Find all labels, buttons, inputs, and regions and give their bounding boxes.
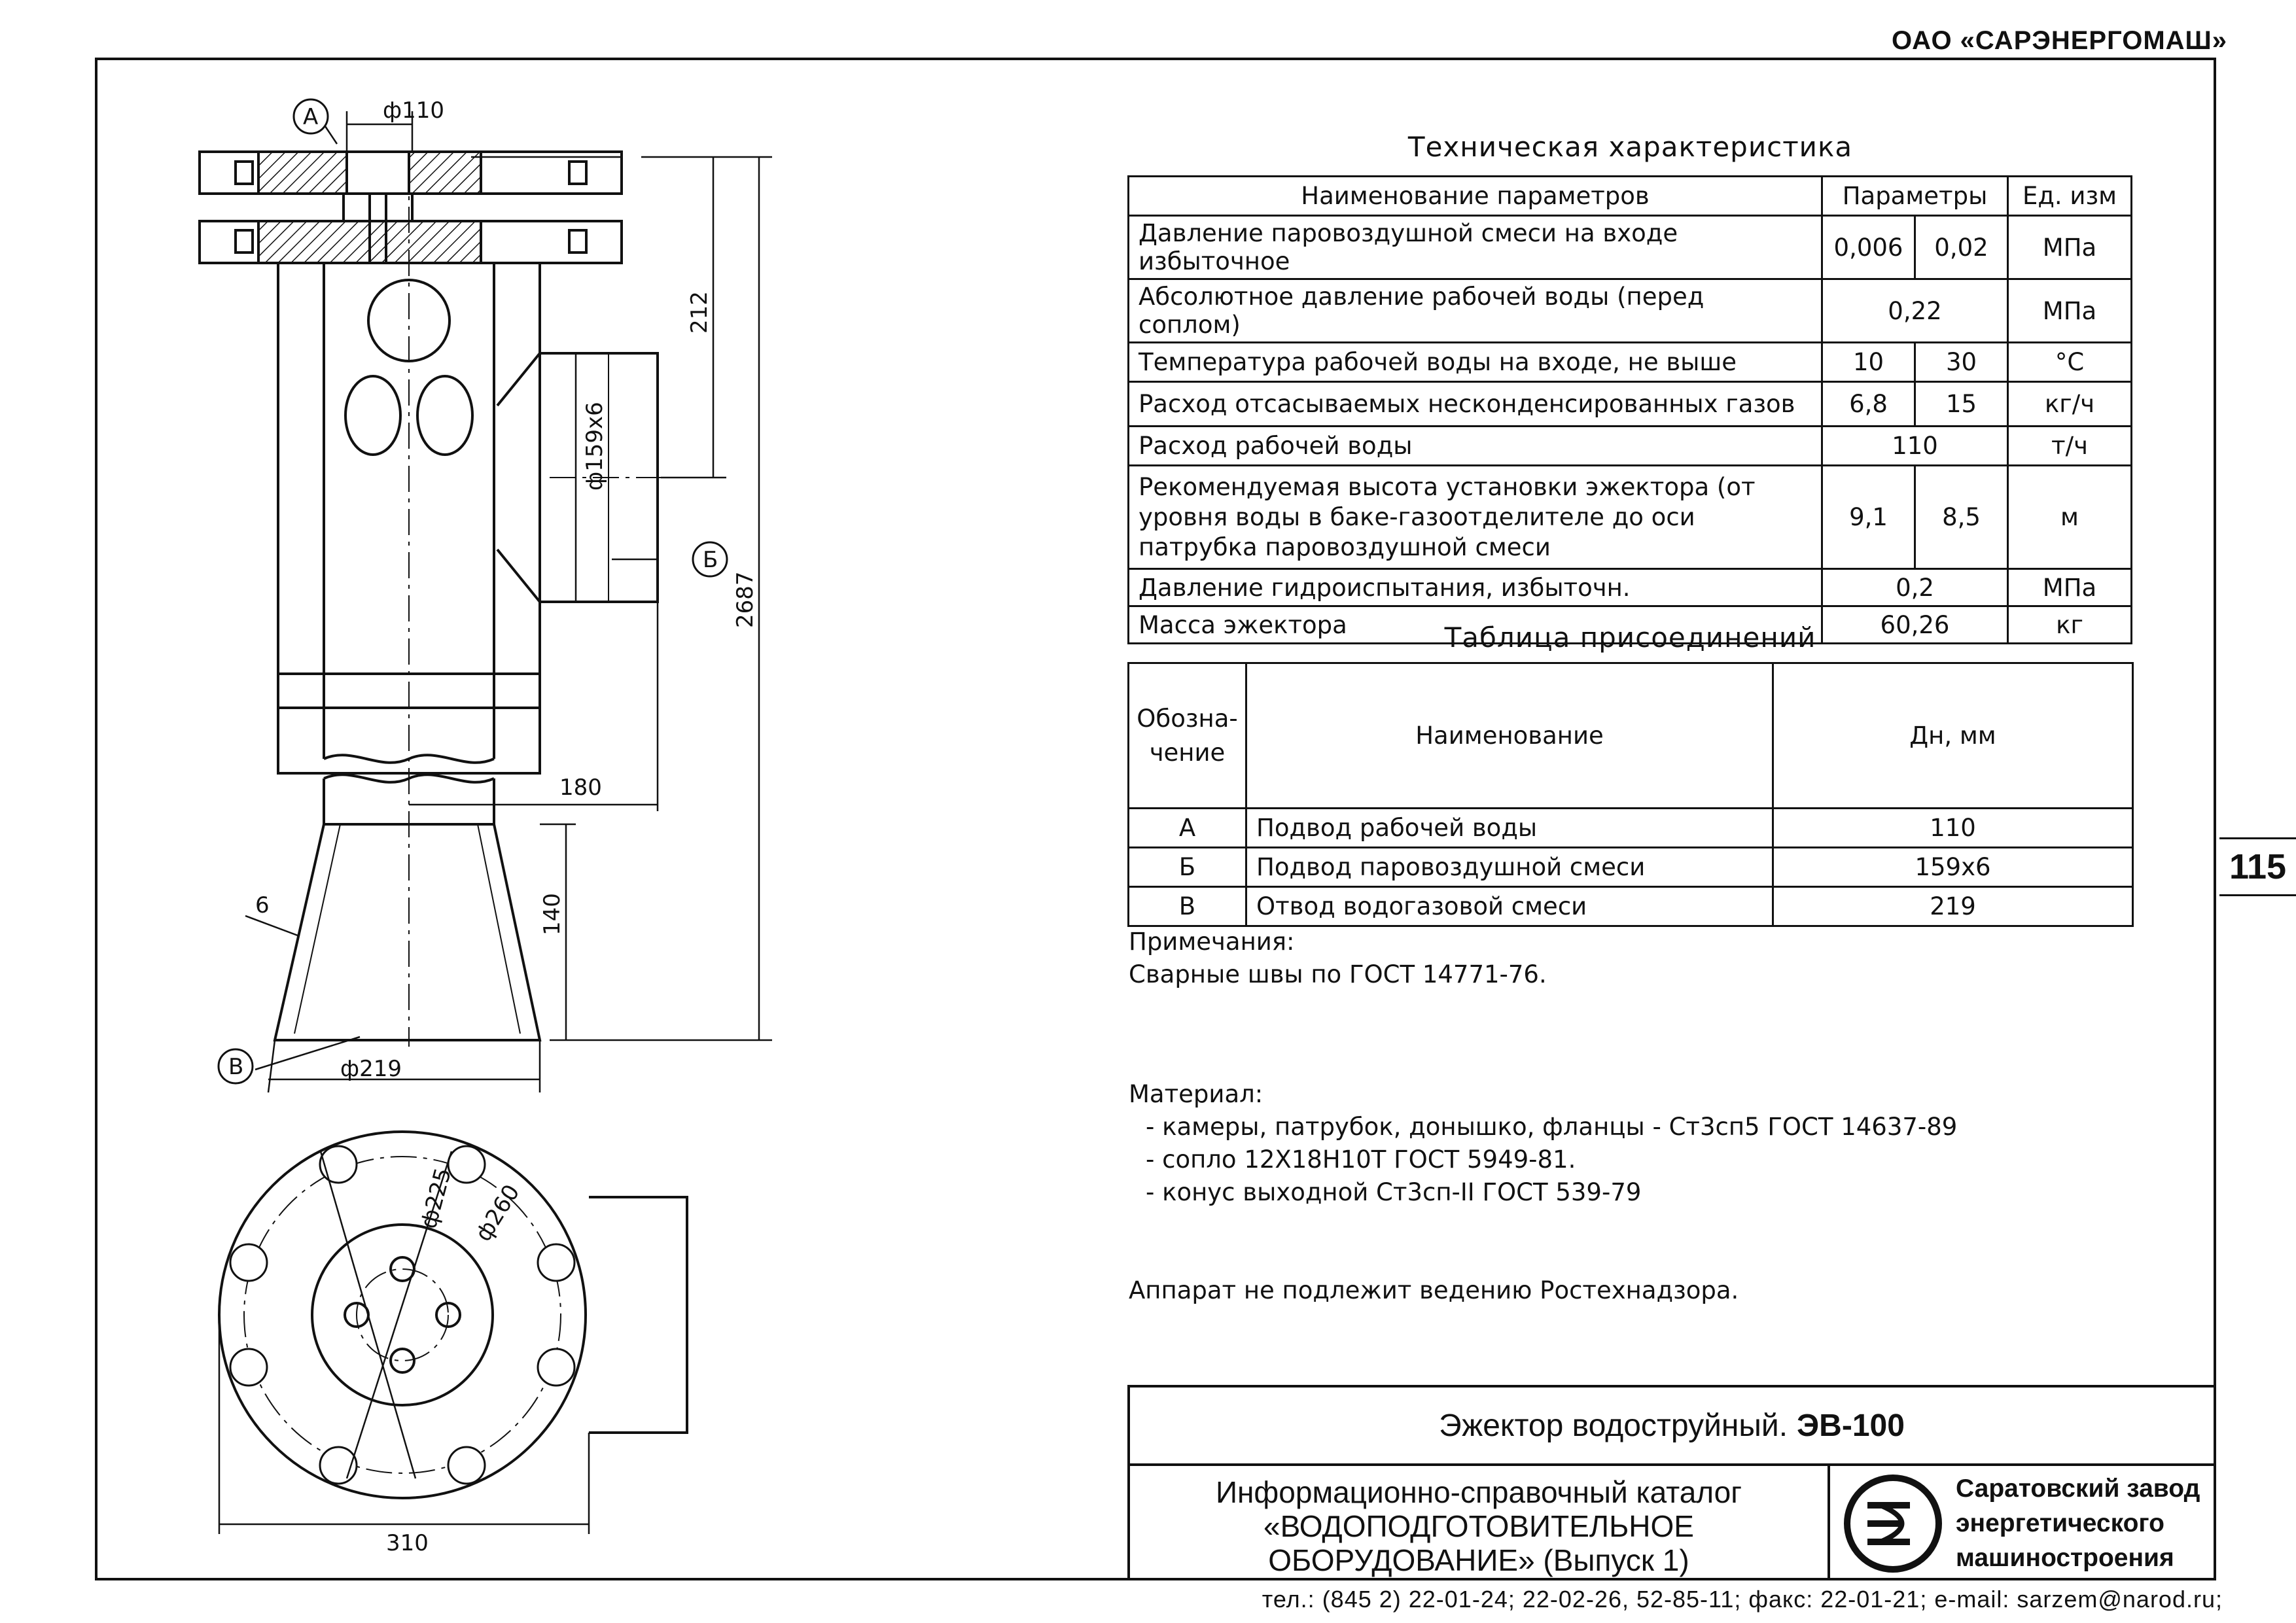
factory-name: [1956, 1471, 2217, 1575]
spec-row-unit: °С: [2008, 343, 2132, 382]
factory-logo-icon: [1831, 1466, 1954, 1580]
spec-row-unit: МПа: [2008, 216, 2132, 279]
dim-d159: ф159х6: [582, 402, 608, 491]
factory-line: машиностроения: [1956, 1544, 2174, 1572]
conn-header-name: Наименование: [1246, 663, 1773, 809]
title-block: [1127, 1385, 2216, 1580]
notes: [1129, 926, 1547, 991]
spec-row-unit: кг: [2008, 606, 2132, 644]
conn-row-dn: 110: [1773, 809, 2133, 848]
material-line: - камеры, патрубок, донышко, фланцы - Ст3сп5 ГОСТ 14637-89: [1146, 1113, 1958, 1141]
spec-row-value: 8,5: [1915, 466, 2008, 569]
company-name: ОАО «САРЭНЕРГОМАШ»: [1891, 26, 2227, 55]
spec-row-name: Рекомендуемая высота установки эжектора (от уровня воды в баке-газоотделителе до оси патрубка паровоздушной смеси: [1129, 466, 1822, 569]
dim-d225: ф225: [415, 1165, 457, 1232]
material-title: Материал:: [1129, 1080, 1263, 1108]
spec-row-value: 0,006: [1822, 216, 1915, 279]
conn-row-code: А: [1129, 809, 1246, 848]
spec-row-unit: МПа: [2008, 279, 2132, 343]
rostekh-note: Аппарат не подлежит ведению Ростехнадзора.: [1129, 1276, 1739, 1304]
conn-row-code: В: [1129, 887, 1246, 926]
spec-table-caption: Техническая характеристика: [1407, 131, 1853, 163]
product-code: ЭВ-100: [1797, 1408, 1905, 1443]
conn-row-name: Отвод водогазовой смеси: [1246, 887, 1773, 926]
spec-row-value: 0,22: [1822, 279, 2008, 343]
conn-header-code: Обозна- чение: [1129, 663, 1246, 809]
spec-row-unit: кг/ч: [2008, 382, 2132, 427]
material-notes: [1129, 1078, 1957, 1209]
conn-row-name: Подвод паровоздушной смеси: [1246, 848, 1773, 887]
spec-row-value: 30: [1915, 343, 2008, 382]
label-v: В: [228, 1054, 244, 1080]
label-a: А: [303, 104, 319, 130]
conn-row-name: Подвод рабочей воды: [1246, 809, 1773, 848]
spec-row-value: 9,1: [1822, 466, 1915, 569]
spec-row-unit: МПа: [2008, 569, 2132, 606]
label-b: Б: [703, 547, 718, 573]
material-line: - сопло 12Х18Н10Т ГОСТ 5949-81.: [1146, 1145, 1576, 1174]
page-number: 115: [2219, 837, 2296, 896]
spec-header-unit: Ед. изм: [2008, 177, 2132, 216]
dim-w310: 310: [386, 1530, 429, 1556]
spec-row-name: Масса эжектора: [1129, 606, 1822, 644]
catalog-line: «ВОДОПОДГОТОВИТЕЛЬНОЕ: [1263, 1509, 1694, 1543]
factory-line: Саратовский завод: [1956, 1475, 2200, 1503]
contacts-line: тел.: (845 2) 22-01-24; 22-02-26, 52-85-11; факс: 22-01-21; e-mail: sarzem@narod.ru;: [1262, 1586, 2223, 1613]
notes-welds: Сварные швы по ГОСТ 14771-76.: [1129, 960, 1547, 988]
spec-row-value: 0,2: [1822, 569, 2008, 606]
conn-row-code: Б: [1129, 848, 1246, 887]
spec-row-value: 60,26: [1822, 606, 2008, 644]
spec-row-name: Расход рабочей воды: [1129, 427, 1822, 466]
notes-title: Примечания:: [1129, 928, 1295, 956]
dim-d219: ф219: [340, 1056, 402, 1082]
material-line: - конус выходной Ст3сп-II ГОСТ 539-79: [1146, 1178, 1642, 1206]
spec-row-name: Давление гидроиспытания, избыточн.: [1129, 569, 1822, 606]
spec-row-name: Температура рабочей воды на входе, не выше: [1129, 343, 1822, 382]
dim-t6: 6: [255, 892, 270, 918]
spec-table: [1127, 175, 2132, 644]
spec-row-name: Абсолютное давление рабочей воды (перед соплом): [1129, 279, 1822, 343]
dim-w180: 180: [559, 775, 602, 801]
dim-h2687: 2687: [732, 571, 758, 628]
ejector-drawing: [183, 85, 1132, 1563]
spec-row-name: Давление паровоздушной смеси на входе избыточное: [1129, 216, 1822, 279]
spec-header-name: Наименование параметров: [1129, 177, 1822, 216]
catalog-line: ОБОРУДОВАНИЕ» (Выпуск 1): [1268, 1543, 1689, 1577]
dim-d110: ф110: [383, 97, 444, 124]
conn-header-dn: Дн, мм: [1773, 663, 2133, 809]
spec-row-value: 15: [1915, 382, 2008, 427]
catalog-line: Информационно-справочный каталог: [1215, 1475, 1742, 1509]
factory-line: энергетического: [1956, 1509, 2164, 1537]
conn-table: [1127, 662, 2134, 927]
conn-row-dn: 159х6: [1773, 848, 2133, 887]
product-name-prefix: Эжектор водоструйный.: [1439, 1408, 1788, 1443]
product-name: [1130, 1387, 2214, 1466]
spec-row-unit: т/ч: [2008, 427, 2132, 466]
conn-table-caption: Таблица присоединений: [1444, 621, 1816, 654]
spec-row-value: 110: [1822, 427, 2008, 466]
dim-h140: 140: [539, 893, 565, 935]
spec-header-params: Параметры: [1822, 177, 2008, 216]
spec-row-value: 10: [1822, 343, 1915, 382]
conn-row-dn: 219: [1773, 887, 2133, 926]
catalog-info: [1130, 1466, 1830, 1580]
spec-row-value: 6,8: [1822, 382, 1915, 427]
spec-row-unit: м: [2008, 466, 2132, 569]
dim-h212: 212: [686, 291, 713, 334]
spec-row-name: Расход отсасываемых несконденсированных газов: [1129, 382, 1822, 427]
spec-row-value: 0,02: [1915, 216, 2008, 279]
dim-d260: ф260: [470, 1179, 525, 1246]
